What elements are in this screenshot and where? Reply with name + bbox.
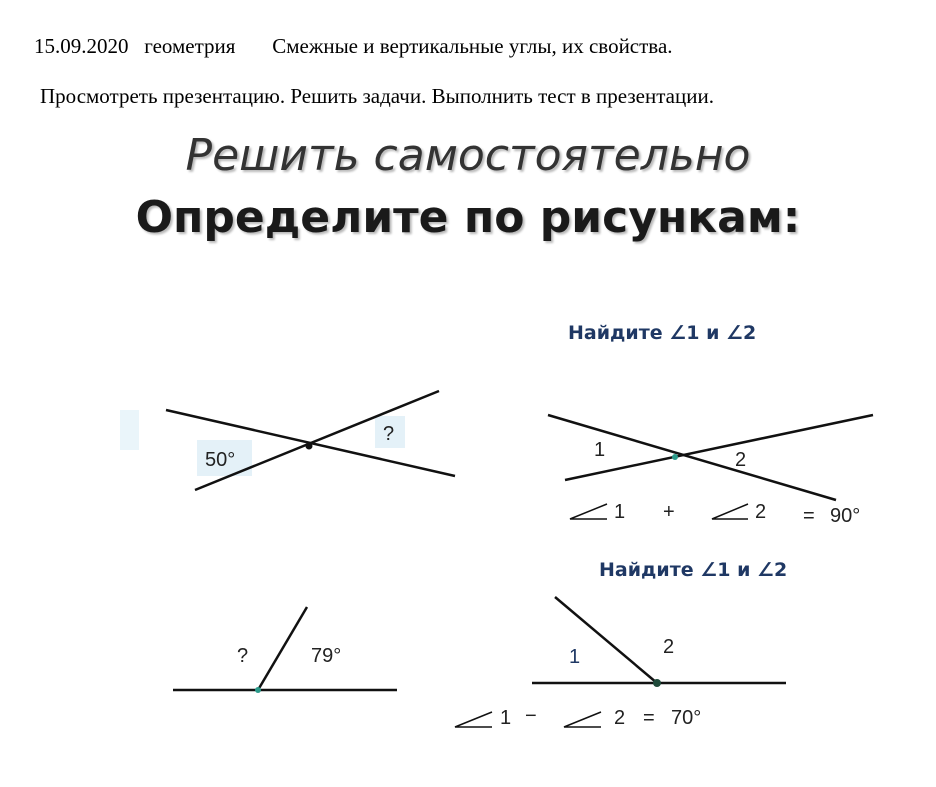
angle-symbol-icon [570, 504, 607, 519]
highlight-box [120, 410, 139, 450]
vertex-point [653, 679, 661, 687]
date-text: 15.09.2020 [34, 34, 129, 58]
subject-text: геометрия [144, 34, 236, 58]
condition-operator: − [525, 705, 537, 727]
figure-3 [173, 607, 397, 693]
line-a [548, 415, 836, 500]
angle-1-label: 1 [594, 439, 606, 461]
angle-symbol-icon [712, 504, 748, 519]
angle-2-label: 2 [663, 636, 675, 658]
figure-4 [455, 559, 787, 729]
condition-equals: = [643, 707, 655, 729]
vertex-point [306, 443, 313, 450]
angle-1-label: 1 [569, 646, 581, 668]
ray [555, 597, 657, 683]
figure-4-heading: Найдите ∠1 и ∠2 [599, 559, 788, 581]
instructions-text: Просмотреть презентацию. Решить задачи. Выполнить тест в презентации. [40, 84, 714, 108]
angle-symbol-icon [455, 712, 492, 727]
condition-value: 70° [671, 707, 702, 729]
known-angle-label: 50° [205, 449, 236, 471]
condition-value: 90° [830, 505, 861, 527]
slide-subtitle: Решить самостоятельно [185, 130, 751, 181]
condition-operator: + [663, 501, 675, 523]
unknown-angle-label: ? [383, 423, 395, 445]
ray [258, 607, 307, 690]
known-angle-label: 79° [311, 645, 342, 667]
condition-equals: = [803, 505, 815, 527]
line-b [565, 415, 873, 480]
condition-term-1: 1 [500, 707, 512, 729]
vertex-point [255, 687, 261, 693]
angle-symbol-icon [564, 712, 601, 727]
figure-1 [120, 391, 455, 490]
topic-text: Смежные и вертикальные углы, их свойства. [272, 34, 673, 58]
unknown-angle-label: ? [237, 645, 249, 667]
condition-term-2: 2 [755, 501, 767, 523]
vertex-point [672, 454, 678, 460]
figure-2 [548, 322, 873, 527]
condition-term-1: 1 [614, 501, 626, 523]
angle-2-label: 2 [735, 449, 747, 471]
condition-term-2: 2 [614, 707, 626, 729]
figure-2-heading: Найдите ∠1 и ∠2 [568, 322, 757, 344]
slide-title: Определите по рисункам: [135, 192, 801, 243]
